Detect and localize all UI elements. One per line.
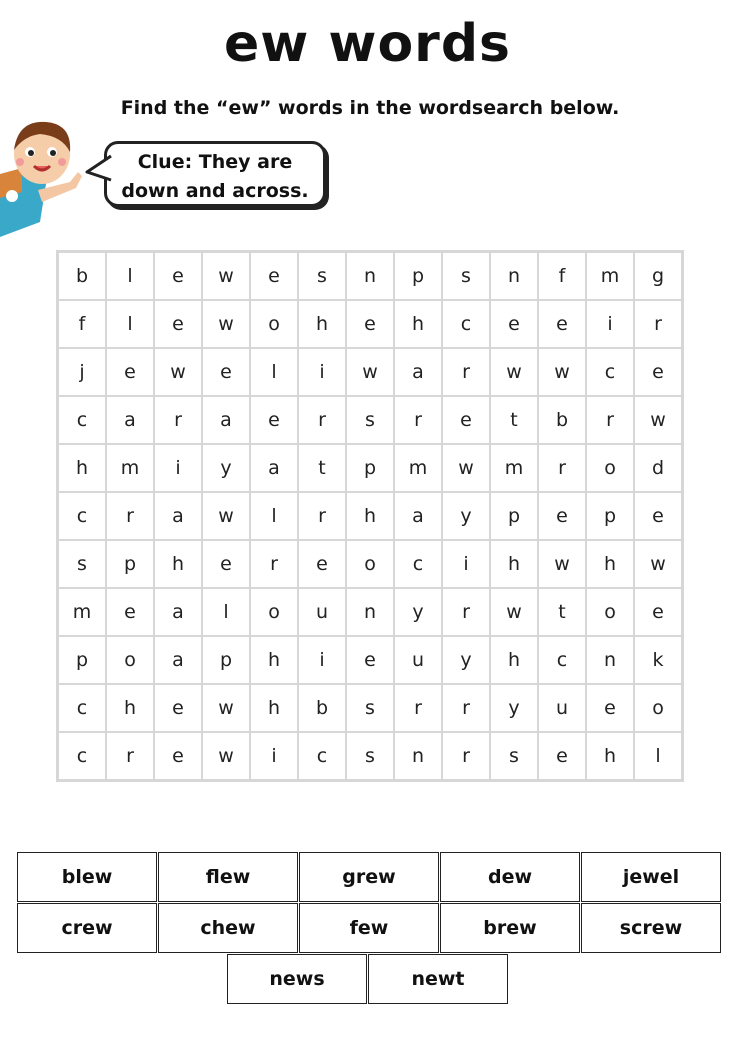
child-illustration bbox=[0, 112, 92, 242]
grid-cell[interactable]: c bbox=[59, 733, 105, 779]
word-bank bbox=[17, 852, 722, 1005]
grid-cell[interactable]: e bbox=[347, 637, 393, 683]
grid-cell[interactable]: w bbox=[539, 541, 585, 587]
grid-cell[interactable]: i bbox=[587, 301, 633, 347]
grid-cell[interactable]: d bbox=[635, 445, 681, 491]
word-bank-item: news bbox=[227, 954, 367, 1004]
grid-cell[interactable]: s bbox=[59, 541, 105, 587]
grid-cell[interactable]: r bbox=[443, 733, 489, 779]
grid-cell[interactable]: e bbox=[635, 493, 681, 539]
grid-cell[interactable]: e bbox=[539, 301, 585, 347]
clue-line-2: down and across. bbox=[121, 180, 309, 202]
grid-cell[interactable]: i bbox=[443, 541, 489, 587]
grid-cell[interactable]: f bbox=[59, 301, 105, 347]
grid-cell[interactable]: s bbox=[347, 733, 393, 779]
grid-cell[interactable]: s bbox=[491, 733, 537, 779]
grid-cell[interactable]: r bbox=[107, 733, 153, 779]
grid-cell[interactable]: e bbox=[491, 301, 537, 347]
grid-cell[interactable]: r bbox=[299, 493, 345, 539]
word-bank-item: brew bbox=[440, 903, 580, 953]
word-bank-item: jewel bbox=[581, 852, 721, 902]
grid-cell[interactable]: l bbox=[251, 349, 297, 395]
grid-cell[interactable]: p bbox=[59, 637, 105, 683]
grid-cell[interactable]: h bbox=[59, 445, 105, 491]
grid-cell[interactable]: e bbox=[155, 733, 201, 779]
grid-cell[interactable]: i bbox=[299, 637, 345, 683]
grid-cell[interactable]: p bbox=[203, 637, 249, 683]
grid-cell[interactable]: e bbox=[155, 301, 201, 347]
grid-cell[interactable]: y bbox=[491, 685, 537, 731]
grid-cell[interactable]: e bbox=[251, 397, 297, 443]
grid-cell[interactable]: p bbox=[587, 493, 633, 539]
word-bank-item: few bbox=[299, 903, 439, 953]
grid-cell[interactable]: y bbox=[443, 493, 489, 539]
clue-speech-bubble bbox=[104, 141, 326, 207]
grid-cell[interactable]: e bbox=[203, 349, 249, 395]
word-bank-item: dew bbox=[440, 852, 580, 902]
grid-cell[interactable]: h bbox=[251, 685, 297, 731]
grid-cell[interactable]: o bbox=[251, 301, 297, 347]
grid-cell[interactable]: r bbox=[539, 445, 585, 491]
word-bank-row bbox=[17, 852, 722, 903]
speech-bubble-tail bbox=[85, 154, 113, 184]
grid-cell[interactable]: r bbox=[443, 349, 489, 395]
grid-cell[interactable]: r bbox=[443, 589, 489, 635]
grid-cell[interactable]: n bbox=[347, 589, 393, 635]
grid-cell[interactable]: n bbox=[491, 253, 537, 299]
grid-cell[interactable]: w bbox=[203, 493, 249, 539]
word-bank-item: screw bbox=[581, 903, 721, 953]
grid-cell[interactable]: e bbox=[107, 349, 153, 395]
grid-cell[interactable]: a bbox=[203, 397, 249, 443]
grid-cell[interactable]: w bbox=[347, 349, 393, 395]
grid-cell[interactable]: b bbox=[539, 397, 585, 443]
grid-cell[interactable]: e bbox=[107, 589, 153, 635]
word-bank-item: grew bbox=[299, 852, 439, 902]
grid-cell[interactable]: n bbox=[587, 637, 633, 683]
grid-cell[interactable]: s bbox=[347, 685, 393, 731]
grid-cell[interactable]: i bbox=[299, 349, 345, 395]
grid-cell[interactable]: h bbox=[107, 685, 153, 731]
grid-cell[interactable]: m bbox=[491, 445, 537, 491]
grid-cell[interactable]: w bbox=[491, 349, 537, 395]
grid-cell[interactable]: c bbox=[59, 685, 105, 731]
grid-cell[interactable]: w bbox=[203, 733, 249, 779]
grid-cell[interactable]: b bbox=[299, 685, 345, 731]
grid-cell[interactable]: u bbox=[539, 685, 585, 731]
grid-cell[interactable]: g bbox=[635, 253, 681, 299]
grid-cell[interactable]: c bbox=[299, 733, 345, 779]
grid-cell[interactable]: o bbox=[587, 445, 633, 491]
grid-cell[interactable]: l bbox=[635, 733, 681, 779]
word-bank-item: flew bbox=[158, 852, 298, 902]
grid-cell[interactable]: e bbox=[635, 589, 681, 635]
grid-cell[interactable]: t bbox=[539, 589, 585, 635]
grid-cell[interactable]: c bbox=[587, 349, 633, 395]
grid-cell[interactable]: w bbox=[491, 589, 537, 635]
clue-line-1: Clue: They are bbox=[137, 151, 293, 173]
grid-cell[interactable]: a bbox=[251, 445, 297, 491]
grid-cell[interactable]: e bbox=[203, 541, 249, 587]
grid-cell[interactable]: w bbox=[203, 685, 249, 731]
grid-cell[interactable]: r bbox=[251, 541, 297, 587]
grid-cell[interactable]: c bbox=[539, 637, 585, 683]
grid-cell[interactable]: f bbox=[539, 253, 585, 299]
grid-cell[interactable]: p bbox=[347, 445, 393, 491]
grid-cell[interactable]: h bbox=[347, 493, 393, 539]
grid-cell[interactable]: h bbox=[491, 541, 537, 587]
word-bank-item: newt bbox=[368, 954, 508, 1004]
grid-cell[interactable]: h bbox=[395, 301, 441, 347]
grid-cell[interactable]: k bbox=[635, 637, 681, 683]
grid-cell[interactable]: c bbox=[59, 397, 105, 443]
grid-cell[interactable]: m bbox=[395, 445, 441, 491]
grid-cell[interactable]: a bbox=[107, 397, 153, 443]
word-bank-row bbox=[17, 954, 722, 1005]
grid-cell[interactable]: r bbox=[107, 493, 153, 539]
grid-cell[interactable]: a bbox=[395, 349, 441, 395]
grid-cell[interactable]: h bbox=[251, 637, 297, 683]
instruction-text: Find the “ew” words in the wordsearch below. bbox=[120, 97, 620, 119]
grid-cell[interactable]: c bbox=[395, 541, 441, 587]
grid-cell[interactable]: h bbox=[587, 733, 633, 779]
grid-cell[interactable]: e bbox=[539, 733, 585, 779]
grid-cell[interactable]: o bbox=[587, 589, 633, 635]
grid-cell[interactable]: s bbox=[443, 253, 489, 299]
grid-cell[interactable]: h bbox=[155, 541, 201, 587]
grid-cell[interactable]: a bbox=[155, 589, 201, 635]
grid-cell[interactable]: c bbox=[59, 493, 105, 539]
grid-cell[interactable]: m bbox=[59, 589, 105, 635]
grid-cell[interactable]: w bbox=[635, 541, 681, 587]
grid-cell[interactable]: y bbox=[395, 589, 441, 635]
grid-cell[interactable]: e bbox=[155, 685, 201, 731]
grid-cell[interactable]: y bbox=[203, 445, 249, 491]
grid-cell[interactable]: w bbox=[539, 349, 585, 395]
word-bank-item: chew bbox=[158, 903, 298, 953]
grid-cell[interactable]: l bbox=[107, 301, 153, 347]
grid-cell[interactable]: e bbox=[539, 493, 585, 539]
grid-cell[interactable]: w bbox=[635, 397, 681, 443]
grid-cell[interactable]: e bbox=[347, 301, 393, 347]
grid-cell[interactable]: c bbox=[443, 301, 489, 347]
grid-cell[interactable]: m bbox=[587, 253, 633, 299]
grid-cell[interactable]: u bbox=[299, 589, 345, 635]
grid-cell[interactable]: r bbox=[395, 397, 441, 443]
grid-cell[interactable]: m bbox=[107, 445, 153, 491]
grid-cell[interactable]: t bbox=[299, 445, 345, 491]
grid-cell[interactable]: i bbox=[251, 733, 297, 779]
grid-cell[interactable]: l bbox=[107, 253, 153, 299]
word-bank-item: blew bbox=[17, 852, 157, 902]
grid-cell[interactable]: s bbox=[347, 397, 393, 443]
grid-cell[interactable]: y bbox=[443, 637, 489, 683]
grid-cell[interactable]: u bbox=[395, 637, 441, 683]
grid-cell[interactable]: l bbox=[251, 493, 297, 539]
grid-cell[interactable]: r bbox=[587, 397, 633, 443]
grid-cell[interactable]: a bbox=[155, 493, 201, 539]
wordsearch-grid bbox=[56, 250, 684, 782]
grid-cell[interactable]: e bbox=[635, 349, 681, 395]
grid-cell[interactable]: r bbox=[443, 685, 489, 731]
grid-cell[interactable]: j bbox=[59, 349, 105, 395]
page-title: ew words bbox=[224, 14, 511, 74]
grid-cell[interactable]: w bbox=[203, 253, 249, 299]
grid-cell[interactable]: n bbox=[347, 253, 393, 299]
grid-cell[interactable]: h bbox=[587, 541, 633, 587]
grid-cell[interactable]: w bbox=[203, 301, 249, 347]
grid-cell[interactable]: e bbox=[155, 253, 201, 299]
grid-cell[interactable]: o bbox=[635, 685, 681, 731]
grid-cell[interactable]: r bbox=[155, 397, 201, 443]
grid-cell[interactable]: o bbox=[347, 541, 393, 587]
grid-cell[interactable]: e bbox=[443, 397, 489, 443]
grid-cell[interactable]: r bbox=[635, 301, 681, 347]
grid-cell[interactable]: s bbox=[299, 253, 345, 299]
word-bank-item: crew bbox=[17, 903, 157, 953]
grid-cell[interactable]: a bbox=[155, 637, 201, 683]
grid-cell[interactable]: p bbox=[491, 493, 537, 539]
grid-cell[interactable]: r bbox=[299, 397, 345, 443]
grid-cell[interactable]: i bbox=[155, 445, 201, 491]
grid-cell[interactable]: o bbox=[107, 637, 153, 683]
grid-cell[interactable]: n bbox=[395, 733, 441, 779]
grid-cell[interactable]: r bbox=[395, 685, 441, 731]
grid-cell[interactable]: a bbox=[395, 493, 441, 539]
grid-cell[interactable]: e bbox=[299, 541, 345, 587]
grid-cell[interactable]: p bbox=[395, 253, 441, 299]
grid-cell[interactable]: l bbox=[203, 589, 249, 635]
grid-cell[interactable]: t bbox=[491, 397, 537, 443]
grid-cell[interactable]: w bbox=[155, 349, 201, 395]
word-bank-row bbox=[17, 903, 722, 954]
grid-cell[interactable]: e bbox=[251, 253, 297, 299]
grid-cell[interactable]: p bbox=[107, 541, 153, 587]
grid-cell[interactable]: b bbox=[59, 253, 105, 299]
grid-cell[interactable]: w bbox=[443, 445, 489, 491]
grid-cell[interactable]: h bbox=[491, 637, 537, 683]
grid-cell[interactable]: h bbox=[299, 301, 345, 347]
grid-cell[interactable]: o bbox=[251, 589, 297, 635]
grid-cell[interactable]: e bbox=[587, 685, 633, 731]
